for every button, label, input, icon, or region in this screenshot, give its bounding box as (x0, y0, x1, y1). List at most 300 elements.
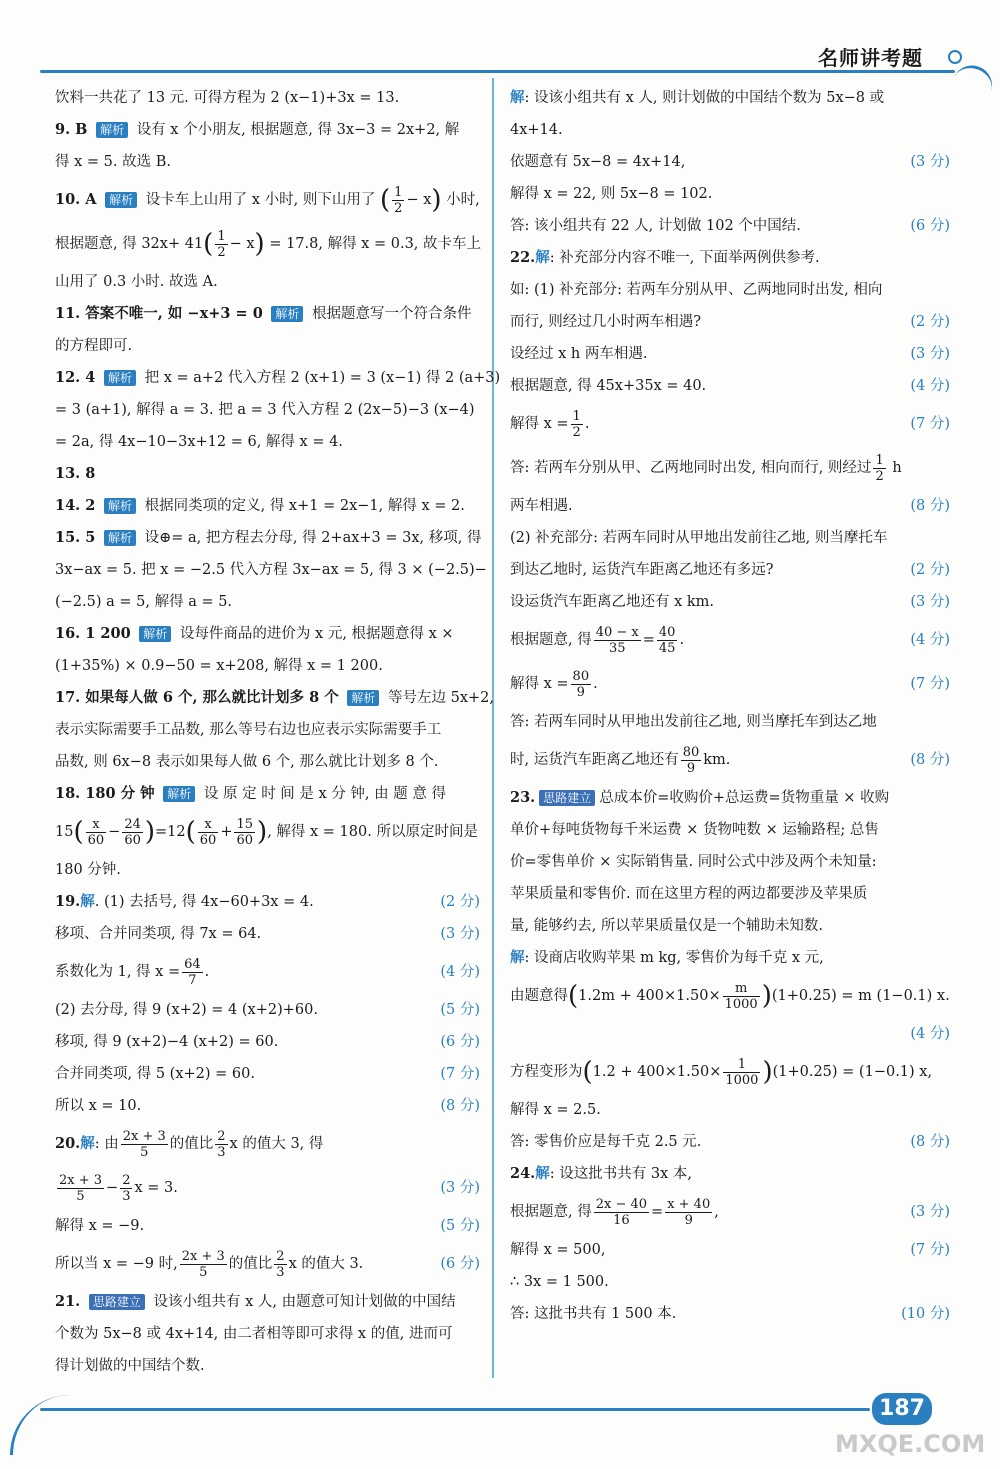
text: km. (703, 752, 731, 768)
solution-label: 解 (80, 893, 95, 910)
score: (2 分) (440, 894, 480, 910)
numerator: x (198, 817, 219, 833)
text: 解得 x = 500, (510, 1242, 606, 1258)
fraction (571, 409, 583, 440)
text: 的值比 (169, 1136, 214, 1152)
answer-number: 11. 答案不唯一, 如 −x+3 = 0 (55, 305, 263, 322)
answer-number: 16. 1 200 (55, 625, 131, 642)
path-tag: 思路建立 (89, 1294, 145, 1310)
numerator: m (723, 981, 760, 997)
analysis-tag: 解析 (163, 786, 195, 802)
text: 价=零售单价 × 实际销售量. 同时公式中涉及两个未知量: (510, 854, 877, 870)
denominator: 3 (276, 1264, 285, 1280)
text: − x (229, 236, 255, 252)
score: (3 分) (910, 1204, 950, 1220)
text: 量, 能够约去, 所以苹果质量仅是一个辅助未知数. (510, 918, 824, 934)
text: 移项, 得 9 (x+2)−4 (x+2) = 60. (55, 1034, 279, 1050)
left-line (55, 330, 480, 362)
solution-label: 解 (535, 249, 550, 266)
numerator: 2x + 3 (181, 1248, 225, 1264)
header-circle-icon (948, 50, 962, 64)
paren-close: ) (254, 229, 265, 259)
fraction (234, 817, 255, 848)
header-rule (40, 70, 955, 73)
right-line (510, 1234, 950, 1266)
text: 等号左边 5x+2, (387, 690, 494, 706)
text: 小时, (446, 192, 480, 208)
answer-number: 13. 8 (55, 465, 96, 482)
numerator: 2 (217, 1128, 226, 1144)
denominator: 5 (76, 1188, 85, 1204)
right-line (510, 1298, 950, 1330)
text: : 设这批书共有 3x 本, (549, 1166, 692, 1182)
text: 所以 x = 10. (55, 1098, 142, 1114)
denominator: 2 (217, 244, 226, 260)
text: = (651, 1204, 664, 1220)
solution-label: 解 (510, 89, 525, 106)
watermark: MXQE.COM (835, 1430, 986, 1458)
left-line (55, 650, 480, 682)
solution-label: 解 (80, 1135, 95, 1152)
right-line (510, 1266, 950, 1298)
text: 合并同类项, 得 5 (x+2) = 60. (55, 1066, 255, 1082)
answer-number: 17. 如果每人做 6 个, 那么就比计划多 8 个 (55, 689, 339, 706)
text: 系数化为 1, 得 x = (55, 964, 181, 980)
answer-9 (55, 114, 480, 146)
numerator: 2 (276, 1248, 285, 1264)
answer-number: 21. (55, 1293, 81, 1310)
score: (6 分) (440, 1034, 480, 1050)
text: 1.2m + 400×1.50× (578, 988, 721, 1004)
score: (3 分) (910, 346, 950, 362)
right-column (510, 82, 950, 1330)
path-tag: 思路建立 (539, 790, 595, 806)
fraction (121, 1129, 168, 1160)
text: =12 (155, 824, 186, 840)
text: (1+0.25) = (1−0.1) x, (772, 1064, 933, 1080)
score: (8 分) (910, 1134, 950, 1150)
text: 移项、合并同类项, 得 7x = 64. (55, 926, 262, 942)
numerator: 1 (217, 228, 226, 244)
right-line (510, 738, 950, 782)
answer-23 (510, 782, 950, 814)
answer-number: 23. (510, 789, 536, 806)
text: 总成本价=收购价+总运费=货物重量 × 收购 (599, 790, 890, 806)
left-line (55, 854, 480, 886)
text: 依题意有 5x−8 = 4x+14, (510, 154, 686, 170)
answer-number: 18. 180 分 钟 (55, 785, 155, 802)
answer-13 (55, 458, 480, 490)
analysis-tag: 解析 (347, 690, 379, 706)
left-line (55, 1242, 480, 1286)
denominator: 5 (199, 1264, 208, 1280)
text: 解得 x = 2.5. (510, 1102, 601, 1118)
text: 根据题意写一个符合条件 (312, 306, 472, 322)
text: = 17.8, 解得 x = 0.3, 故卡车上 (269, 236, 482, 252)
numerator: 2x + 3 (122, 1128, 166, 1144)
score: (10 分) (901, 1306, 950, 1322)
text: 由题意得 (510, 988, 568, 1004)
right-line (510, 522, 950, 554)
numerator: x + 40 (667, 1196, 711, 1212)
text: 设⊕= a, 把方程去分母, 得 2+ax+3 = 3x, 移项, 得 (144, 530, 482, 546)
analysis-tag: 解析 (104, 530, 136, 546)
answer-number: 24. (510, 1165, 536, 1182)
right-line (510, 1094, 950, 1126)
numerator: 24 (124, 816, 141, 832)
right-line (510, 618, 950, 662)
text: 答: 零售价应是每千克 2.5 元. (510, 1134, 702, 1150)
text: − (106, 1180, 119, 1196)
numerator: 1 (572, 408, 581, 424)
left-line (55, 810, 480, 854)
score: (4 分) (910, 632, 950, 648)
left-line (55, 1166, 480, 1210)
solution-label: 解 (510, 949, 525, 966)
denominator: 1000 (724, 996, 758, 1012)
text: 把 x = a+2 代入方程 2 (x+1) = 3 (x−1) 得 2 (a+3) (144, 370, 501, 386)
text: 得计划做的中国结个数. (55, 1358, 205, 1374)
text: 设 原 定 时 间 是 x 分 钟, 由 题 意 得 (203, 786, 446, 802)
numerator: x (86, 817, 107, 833)
left-line (55, 1318, 480, 1350)
text: 时, 运货汽车距离乙地还有 (510, 752, 679, 768)
text: 苹果质量和零售价. 而在这里方程的两边都要涉及苹果质 (510, 886, 868, 902)
denominator: 9 (684, 1212, 693, 1228)
score: (7 分) (440, 1066, 480, 1082)
answer-22 (510, 242, 950, 274)
right-line (510, 210, 950, 242)
left-line (55, 1026, 480, 1058)
analysis-tag: 解析 (104, 498, 136, 514)
paren-close: ) (762, 1057, 773, 1087)
answer-21 (55, 1286, 480, 1318)
text: 个数为 5x−8 或 4x+14, 由二者相等即可求得 x 的值, 进而可 (55, 1326, 453, 1342)
text: (−2.5) a = 5, 解得 a = 5. (55, 594, 233, 610)
text: (1+0.25) = m (1−0.1) x. (771, 988, 950, 1004)
answer-number: 20. (55, 1135, 81, 1152)
fraction (594, 1197, 649, 1228)
right-line (510, 942, 950, 974)
denominator: 7 (188, 972, 197, 988)
left-line (55, 426, 480, 458)
fraction (180, 1249, 227, 1280)
fraction (215, 1129, 227, 1160)
text: 设运货汽车距离乙地还有 x km. (510, 594, 715, 610)
right-line (510, 306, 950, 338)
numerator: 80 (682, 744, 700, 760)
paren-open: ( (380, 185, 391, 215)
analysis-tag: 解析 (139, 626, 171, 642)
fraction (681, 745, 702, 776)
text: 答: 该小组共有 22 人, 计划做 102 个中国结. (510, 218, 801, 234)
left-line (55, 918, 480, 950)
right-line (510, 370, 950, 402)
answer-20 (55, 1122, 480, 1166)
numerator: 15 (236, 816, 254, 832)
left-line (55, 746, 480, 778)
left-line (55, 586, 480, 618)
left-line (55, 950, 480, 994)
text: − (108, 824, 121, 840)
right-line (510, 974, 950, 1018)
numerator: 40 − x (595, 624, 639, 640)
text: 180 分钟. (55, 862, 121, 878)
score: (4 分) (440, 964, 480, 980)
right-line (510, 338, 950, 370)
answer-12 (55, 362, 501, 394)
score: (8 分) (910, 498, 950, 514)
analysis-tag: 解析 (271, 306, 303, 322)
denominator: 3 (122, 1188, 131, 1204)
score: (5 分) (440, 1218, 480, 1234)
fraction (657, 625, 678, 656)
score: (3 分) (910, 594, 950, 610)
text: . (679, 632, 685, 648)
score: (6 分) (440, 1256, 480, 1272)
text: 饮料一共花了 13 元. 可得方程为 2 (x−1)+3x = 13. (55, 90, 400, 106)
text: 答: 这批书共有 1 500 本. (510, 1306, 677, 1322)
text: : 设商店收购苹果 m kg, 零售价为每千克 x 元, (524, 950, 824, 966)
left-line (55, 1090, 480, 1122)
text: 根据题意, 得 (510, 1204, 592, 1220)
right-line (510, 490, 950, 522)
paren-close: ) (257, 817, 268, 847)
right-line: 答: 若两车分别从甲、乙两地同时出发, 相向而行, 则经过 $\frac{1}{2}$ h (510, 452, 902, 484)
left-line (55, 266, 480, 298)
text: 根据题意, 得 (510, 632, 592, 648)
text: . (584, 416, 590, 432)
right-line (510, 82, 950, 114)
right-line (510, 586, 950, 618)
denominator: 2 (572, 424, 581, 440)
column-divider (492, 78, 494, 1378)
score: (7 分) (910, 1242, 950, 1258)
text: 答: 若两车分别从甲、乙两地同时出发, 相向而行, 则经过 (510, 460, 872, 476)
fraction (120, 1173, 132, 1204)
answer-number: 14. 2 (55, 497, 96, 514)
text: 山用了 0.3 小时. 故选 A. (55, 274, 218, 290)
score: (6 分) (910, 218, 950, 234)
right-line (510, 1050, 950, 1094)
header-curve (952, 60, 997, 95)
left-line (55, 222, 480, 266)
fraction (182, 957, 203, 988)
numerator: 80 (572, 668, 590, 684)
denominator: 35 (608, 640, 626, 656)
text: 根据题意, 得 45x+35x = 40. (510, 378, 707, 394)
answer-15 (55, 522, 480, 554)
paren-close: ) (761, 981, 772, 1011)
text: x 的值大 3. (288, 1256, 364, 1272)
text: 答: 若两车同时从甲地出发前往乙地, 则当摩托车到达乙地 (510, 714, 877, 730)
text: 单价+每吨货物每千米运费 × 货物吨数 × 运输路程; 总售 (510, 822, 879, 838)
denominator: 60 (199, 832, 217, 848)
answer-10 (55, 178, 480, 222)
page-number: 187 (872, 1393, 932, 1425)
answer-14 (55, 490, 480, 522)
text: 两车相遇. (510, 498, 573, 514)
left-line (55, 146, 480, 178)
fraction (723, 1057, 760, 1088)
answer-16 (55, 618, 480, 650)
right-line (510, 274, 950, 306)
fraction (723, 981, 760, 1012)
right-line (510, 178, 950, 210)
left-line (55, 714, 480, 746)
text: , (714, 1204, 719, 1220)
text: = 3 (a+1), 解得 a = 3. 把 a = 3 代入方程 2 (2x−5)−3 (x−4) (55, 402, 475, 418)
text: : 由 (94, 1136, 119, 1152)
paren-close: ) (431, 185, 442, 215)
text: 解得 x = −9. (55, 1218, 145, 1234)
text: 解得 x = (510, 416, 569, 432)
text: : 设该小组共有 x 人, 则计划做的中国结个数为 5x−8 或 (524, 90, 885, 106)
denominator: 60 (236, 832, 254, 848)
text: : 补充部分内容不唯一, 下面举两例供参考. (549, 250, 820, 266)
answer-17 (55, 682, 494, 714)
fraction (873, 453, 885, 484)
text: . (94, 894, 100, 910)
answer-number: 10. A (55, 191, 97, 208)
answer-number: 22. (510, 249, 536, 266)
text: 方程变形为 (510, 1064, 583, 1080)
score: (4 分) (910, 1026, 950, 1042)
text: (1+35%) × 0.9−50 = x+208, 解得 x = 1 200. (55, 658, 383, 674)
footer-curve (10, 1395, 73, 1455)
text: (1) 去括号, 得 4x−60+3x = 4. (103, 894, 314, 910)
text: . (204, 964, 210, 980)
text: x = 3. (134, 1180, 178, 1196)
answer-number: 15. 5 (55, 529, 96, 546)
fraction (57, 1173, 104, 1204)
text: 根据题意, 得 32x+ 41 (55, 236, 204, 252)
text: . (593, 676, 598, 692)
score: (7 分) (910, 416, 950, 432)
right-line (510, 1018, 950, 1050)
left-line (55, 1210, 480, 1242)
denominator: 16 (613, 1212, 630, 1228)
analysis-tag: 解析 (96, 122, 128, 138)
fraction (571, 669, 592, 700)
left-line (55, 1058, 480, 1090)
score: (8 分) (440, 1098, 480, 1114)
paren-open: ( (203, 229, 214, 259)
right-line (510, 706, 950, 738)
paren-open: ( (185, 817, 196, 847)
right-line (510, 1190, 950, 1234)
footer-rule (40, 1408, 870, 1411)
numerator: 1 (875, 452, 884, 468)
text: 如: (1) 补充部分: 若两车分别从甲、乙两地同时出发, 相向 (510, 282, 883, 298)
fraction (86, 817, 107, 848)
fraction (215, 229, 227, 260)
answer-24 (510, 1158, 950, 1190)
right-line (510, 910, 950, 942)
analysis-tag: 解析 (104, 370, 136, 386)
denominator: 2 (875, 468, 884, 484)
denominator: 2 (394, 200, 403, 216)
text: , 解得 x = 180. 所以原定时间是 (267, 824, 478, 840)
text: − x (406, 192, 432, 208)
text: (2) 补充部分: 若两车同时从甲地出发前往乙地, 则当摩托车 (510, 530, 888, 546)
left-line (55, 554, 487, 586)
header-title: 名师讲考题 (818, 46, 923, 70)
answer-18 (55, 778, 480, 810)
answer-number: 9. B (55, 121, 88, 138)
score: (3 分) (440, 1180, 480, 1196)
score: (7 分) (910, 676, 950, 692)
paren-close: ) (144, 817, 156, 847)
fraction (274, 1249, 286, 1280)
text: 的值比 (228, 1256, 273, 1272)
denominator: 9 (576, 684, 585, 700)
text: 设有 x 个小朋友, 根据题意, 得 3x−3 = 2x+2, 解 (136, 122, 460, 138)
text: 根据同类项的定义, 得 x+1 = 2x−1, 解得 x = 2. (144, 498, 465, 514)
text: 设该小组共有 x 人, 由题意可知计划做的中国结 (153, 1294, 456, 1310)
text: 品数, 则 6x−8 表示如果每人做 6 个, 那么就比计划多 8 个. (55, 754, 439, 770)
left-line (55, 394, 480, 426)
text: 设每件商品的进价为 x 元, 根据题意得 x × (179, 626, 454, 642)
text: 表示实际需要手工品数, 那么等号右边也应表示实际需要手工 (55, 722, 442, 738)
left-line (55, 82, 480, 114)
text: 15 (55, 824, 74, 840)
right-line (510, 554, 950, 586)
denominator: 60 (124, 832, 141, 848)
fraction (392, 185, 404, 216)
text: 1.2 + 400×1.50× (592, 1064, 722, 1080)
paren-open: ( (568, 981, 579, 1011)
right-line (510, 814, 950, 846)
fraction (198, 817, 219, 848)
text: 所以当 x = −9 时, (55, 1256, 178, 1272)
left-column (55, 82, 501, 1382)
text: (2) 去分母, 得 9 (x+2) = 4 (x+2)+60. (55, 1002, 318, 1018)
left-line (55, 1350, 480, 1382)
fraction (122, 817, 143, 848)
right-line (510, 402, 950, 446)
numerator: 40 (658, 624, 676, 640)
numerator: 2 (122, 1172, 131, 1188)
text: + (220, 824, 233, 840)
text: 得 x = 5. 故选 B. (55, 154, 171, 170)
score: (4 分) (910, 378, 950, 394)
text: 解得 x = 22, 则 5x−8 = 102. (510, 186, 713, 202)
right-line (510, 846, 950, 878)
text: 4x+14. (510, 122, 563, 138)
score: (2 分) (910, 562, 950, 578)
answer-11 (55, 298, 480, 330)
denominator: 45 (658, 640, 676, 656)
answer-number: 12. 4 (55, 369, 96, 386)
text: 的方程即可. (55, 338, 133, 354)
text: 设卡车上山用了 x 小时, 则下山用了 (145, 192, 376, 208)
right-line (510, 146, 950, 178)
score: (3 分) (440, 926, 480, 942)
answer-number: 19. (55, 893, 81, 910)
text: 而行, 则经过几小时两车相遇? (510, 314, 701, 330)
numerator: 64 (184, 956, 201, 972)
text: ∴ 3x = 1 500. (510, 1274, 609, 1290)
right-line (510, 1126, 950, 1158)
left-line (55, 994, 480, 1026)
paren-open: ( (582, 1057, 593, 1087)
text: = 2a, 得 4x−10−3x+12 = 6, 解得 x = 4. (55, 434, 343, 450)
right-line (510, 662, 950, 706)
denominator: 60 (87, 832, 105, 848)
fraction (665, 1197, 712, 1228)
fraction (594, 625, 641, 656)
